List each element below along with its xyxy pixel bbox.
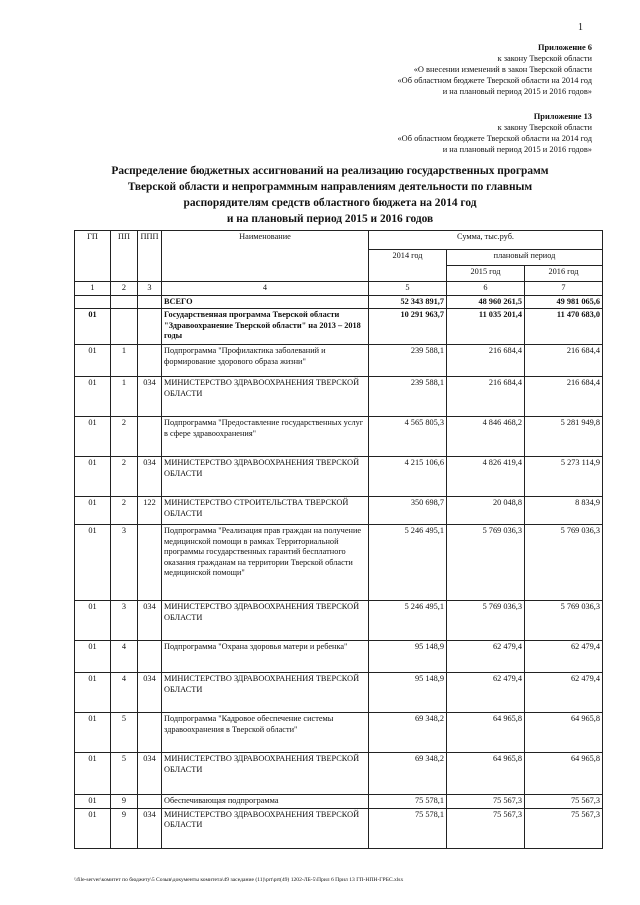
column-number: 5	[369, 282, 447, 296]
gp-cell: 01	[75, 753, 111, 795]
title-line: Распределение бюджетных ассигнований на реализацию государственных программ	[111, 165, 549, 177]
ppp-cell	[138, 795, 162, 809]
appendix-13-line: к закону Тверской области	[497, 123, 592, 132]
amount-2014-cell: 75 578,1	[369, 795, 447, 809]
amount-2016-cell: 62 479,4	[525, 641, 603, 673]
amount-2015-cell: 20 048,8	[447, 497, 525, 525]
page-number: 1	[578, 22, 583, 33]
pp-cell	[111, 295, 138, 309]
appendix-13-block	[397, 111, 592, 155]
appendix-6-line: «Об областном бюджете Тверской области на 2014 год	[397, 76, 592, 85]
table-row	[75, 753, 603, 795]
gp-cell: 01	[75, 309, 111, 345]
column-number: 2	[111, 282, 138, 296]
amount-2015-cell: 5 769 036,3	[447, 525, 525, 601]
name-cell: МИНИСТЕРСТВО ЗДРАВООХРАНЕНИЯ ТВЕРСКОЙ ОБЛАСТИ	[162, 808, 369, 848]
table-row	[75, 377, 603, 417]
gp-cell: 01	[75, 713, 111, 753]
amount-2016-cell: 5 769 036,3	[525, 601, 603, 641]
amount-2016-cell: 216 684,4	[525, 377, 603, 417]
budget-table	[74, 230, 603, 849]
table-row	[75, 295, 603, 309]
appendix-6-line: к закону Тверской области	[497, 54, 592, 63]
header-gp: ГП	[75, 231, 111, 282]
pp-cell: 5	[111, 753, 138, 795]
amount-2014-cell: 4 565 805,3	[369, 417, 447, 457]
title-line: распорядителям средств областного бюджета на 2014 год	[183, 197, 477, 209]
amount-2014-cell: 95 148,9	[369, 673, 447, 713]
amount-2016-cell: 5 273 114,9	[525, 457, 603, 497]
name-cell: МИНИСТЕРСТВО ЗДРАВООХРАНЕНИЯ ТВЕРСКОЙ ОБЛАСТИ	[162, 601, 369, 641]
amount-2016-cell: 75 567,3	[525, 795, 603, 809]
header-pp: ПП	[111, 231, 138, 282]
ppp-cell	[138, 309, 162, 345]
table-row	[75, 808, 603, 848]
gp-cell: 01	[75, 795, 111, 809]
amount-2015-cell: 11 035 201,4	[447, 309, 525, 345]
pp-cell: 4	[111, 641, 138, 673]
gp-cell: 01	[75, 808, 111, 848]
ppp-cell: 122	[138, 497, 162, 525]
amount-2015-cell: 4 846 468,2	[447, 417, 525, 457]
pp-cell: 1	[111, 377, 138, 417]
pp-cell	[111, 309, 138, 345]
name-cell: ВСЕГО	[162, 295, 369, 309]
table-row	[75, 601, 603, 641]
appendix-13-line: и на плановый период 2015 и 2016 годов»	[442, 145, 592, 154]
name-cell: Подпрограмма "Кадровое обеспечение системы здравоохранения в Тверской области"	[162, 713, 369, 753]
ppp-cell	[138, 295, 162, 309]
gp-cell: 01	[75, 497, 111, 525]
header-2016: 2016 год	[525, 266, 603, 282]
document-title	[70, 163, 590, 227]
header-ppp: ППП	[138, 231, 162, 282]
ppp-cell	[138, 641, 162, 673]
ppp-cell: 034	[138, 753, 162, 795]
amount-2015-cell: 64 965,8	[447, 753, 525, 795]
amount-2016-cell: 64 965,8	[525, 713, 603, 753]
amount-2014-cell: 5 246 495,1	[369, 601, 447, 641]
amount-2014-cell: 10 291 963,7	[369, 309, 447, 345]
name-cell: Подпрограмма "Предоставление государственных услуг в сфере здравоохранения"	[162, 417, 369, 457]
amount-2014-cell: 69 348,2	[369, 753, 447, 795]
appendix-13-line: «Об областном бюджете Тверской области на 2014 год	[397, 134, 592, 143]
appendix-6-heading: Приложение 6	[537, 43, 592, 52]
pp-cell: 2	[111, 497, 138, 525]
gp-cell: 01	[75, 457, 111, 497]
gp-cell: 01	[75, 377, 111, 417]
gp-cell	[75, 295, 111, 309]
pp-cell: 4	[111, 673, 138, 713]
ppp-cell: 034	[138, 673, 162, 713]
amount-2016-cell: 64 965,8	[525, 753, 603, 795]
header-sum: Сумма, тыс.руб.	[369, 231, 603, 250]
table-row	[75, 641, 603, 673]
pp-cell: 2	[111, 457, 138, 497]
amount-2014-cell: 5 246 495,1	[369, 525, 447, 601]
pp-cell: 1	[111, 345, 138, 377]
table-row	[75, 673, 603, 713]
appendix-6-block	[397, 42, 592, 97]
pp-cell: 5	[111, 713, 138, 753]
name-cell: Государственная программа Тверской области "Здравоохранение Тверской области" на 2013 – 2018 годы	[162, 309, 369, 345]
amount-2014-cell: 75 578,1	[369, 808, 447, 848]
header-2014: 2014 год	[369, 250, 447, 282]
name-cell: МИНИСТЕРСТВО СТРОИТЕЛЬСТВА ТВЕРСКОЙ ОБЛАСТИ	[162, 497, 369, 525]
name-cell: МИНИСТЕРСТВО ЗДРАВООХРАНЕНИЯ ТВЕРСКОЙ ОБЛАСТИ	[162, 673, 369, 713]
table-row	[75, 795, 603, 809]
amount-2016-cell: 75 567,3	[525, 808, 603, 848]
appendix-6-line: и на плановый период 2015 и 2016 годов»	[442, 87, 592, 96]
ppp-cell: 034	[138, 808, 162, 848]
pp-cell: 3	[111, 525, 138, 601]
ppp-cell: 034	[138, 457, 162, 497]
ppp-cell: 034	[138, 601, 162, 641]
name-cell: Подпрограмма "Реализация прав граждан на получение медицинской помощи в рамках Территориальной программы государственных гарантий бесплатного оказания гражданам на территории Тверской области медицинской помощи"	[162, 525, 369, 601]
gp-cell: 01	[75, 525, 111, 601]
gp-cell: 01	[75, 601, 111, 641]
amount-2015-cell: 62 479,4	[447, 673, 525, 713]
name-cell: МИНИСТЕРСТВО ЗДРАВООХРАНЕНИЯ ТВЕРСКОЙ ОБЛАСТИ	[162, 457, 369, 497]
pp-cell: 3	[111, 601, 138, 641]
table-row	[75, 345, 603, 377]
column-number: 3	[138, 282, 162, 296]
amount-2016-cell: 216 684,4	[525, 345, 603, 377]
amount-2014-cell: 239 588,1	[369, 377, 447, 417]
amount-2015-cell: 62 479,4	[447, 641, 525, 673]
ppp-cell	[138, 345, 162, 377]
name-cell: МИНИСТЕРСТВО ЗДРАВООХРАНЕНИЯ ТВЕРСКОЙ ОБЛАСТИ	[162, 377, 369, 417]
column-number: 7	[525, 282, 603, 296]
ppp-cell	[138, 713, 162, 753]
amount-2015-cell: 64 965,8	[447, 713, 525, 753]
column-number: 6	[447, 282, 525, 296]
appendix-6-line: «О внесении изменений в закон Тверской области	[413, 65, 592, 74]
amount-2014-cell: 52 343 891,7	[369, 295, 447, 309]
amount-2014-cell: 69 348,2	[369, 713, 447, 753]
amount-2015-cell: 48 960 261,5	[447, 295, 525, 309]
name-cell: Подпрограмма "Профилактика заболеваний и формирование здорового образа жизни"	[162, 345, 369, 377]
ppp-cell	[138, 525, 162, 601]
title-line: и на плановый период 2015 и 2016 годов	[226, 213, 434, 225]
gp-cell: 01	[75, 641, 111, 673]
table-row	[75, 713, 603, 753]
pp-cell: 9	[111, 795, 138, 809]
amount-2014-cell: 95 148,9	[369, 641, 447, 673]
amount-2014-cell: 239 588,1	[369, 345, 447, 377]
header-name: Наименование	[162, 231, 369, 282]
amount-2015-cell: 216 684,4	[447, 345, 525, 377]
title-line: Тверской области и непрограммным направлениям деятельности по главным	[127, 181, 533, 193]
amount-2015-cell: 75 567,3	[447, 808, 525, 848]
table-row	[75, 525, 603, 601]
table-row	[75, 457, 603, 497]
appendix-13-heading: Приложение 13	[533, 112, 592, 121]
amount-2014-cell: 350 698,7	[369, 497, 447, 525]
name-cell: МИНИСТЕРСТВО ЗДРАВООХРАНЕНИЯ ТВЕРСКОЙ ОБЛАСТИ	[162, 753, 369, 795]
pp-cell: 2	[111, 417, 138, 457]
gp-cell: 01	[75, 417, 111, 457]
amount-2016-cell: 5 281 949,8	[525, 417, 603, 457]
amount-2016-cell: 8 834,9	[525, 497, 603, 525]
gp-cell: 01	[75, 345, 111, 377]
amount-2015-cell: 5 769 036,3	[447, 601, 525, 641]
header-planned: плановый период	[447, 250, 603, 266]
table-row	[75, 309, 603, 345]
name-cell: Обеспечивающая подпрограмма	[162, 795, 369, 809]
ppp-cell	[138, 417, 162, 457]
amount-2015-cell: 4 826 419,4	[447, 457, 525, 497]
table-row	[75, 417, 603, 457]
column-number: 1	[75, 282, 111, 296]
pp-cell: 9	[111, 808, 138, 848]
column-number: 4	[162, 282, 369, 296]
amount-2015-cell: 75 567,3	[447, 795, 525, 809]
amount-2015-cell: 216 684,4	[447, 377, 525, 417]
amount-2016-cell: 5 769 036,3	[525, 525, 603, 601]
file-path-footer: \\file-server\комитет по бюджету\5 Созыв\документы комитета\49 заседание (11)\prt\prt(49) 1202-ЛБ-5\Прил 6 Прил 13 ГП-НПН-ГРБС.xlsx	[74, 877, 404, 883]
gp-cell: 01	[75, 673, 111, 713]
amount-2016-cell: 49 981 065,6	[525, 295, 603, 309]
amount-2016-cell: 62 479,4	[525, 673, 603, 713]
name-cell: Подпрограмма "Охрана здоровья матери и ребенка"	[162, 641, 369, 673]
ppp-cell: 034	[138, 377, 162, 417]
table-row	[75, 497, 603, 525]
amount-2016-cell: 11 470 683,0	[525, 309, 603, 345]
amount-2014-cell: 4 215 106,6	[369, 457, 447, 497]
header-2015: 2015 год	[447, 266, 525, 282]
